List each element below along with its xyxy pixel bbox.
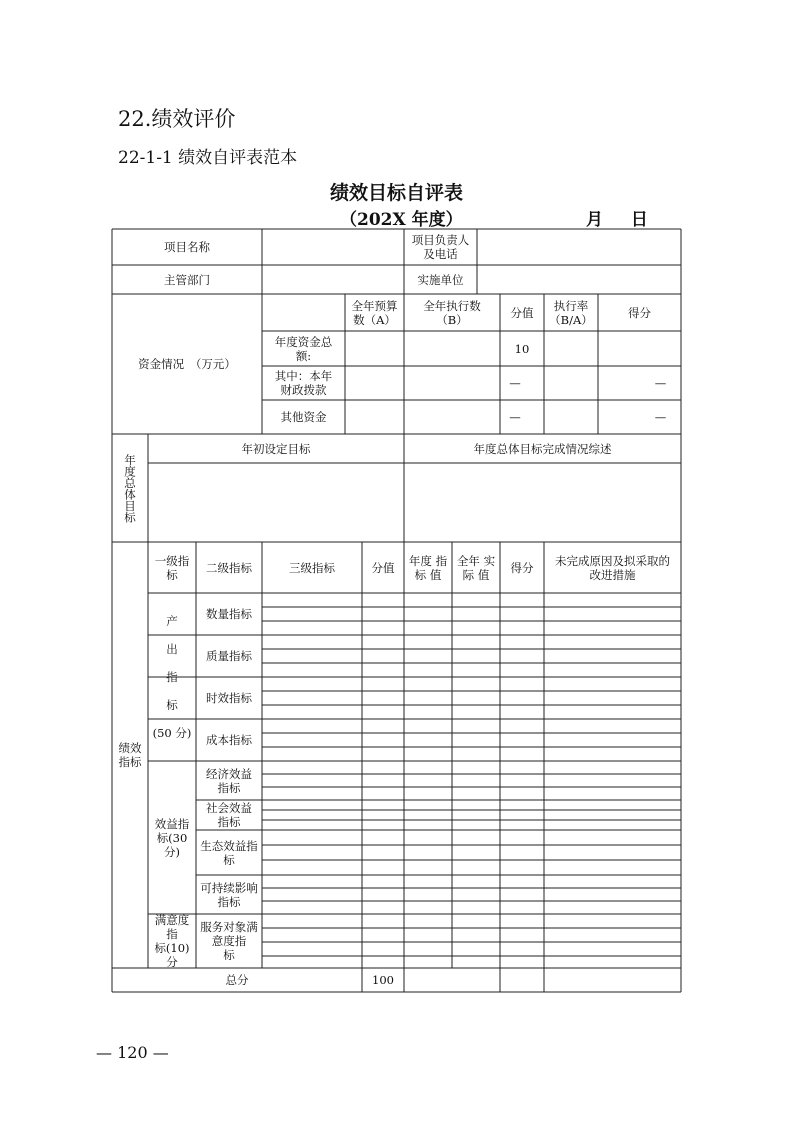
sustain-label: [196, 875, 262, 914]
funds-label: [112, 294, 262, 434]
quality-label: [196, 635, 262, 677]
econ-label: [196, 761, 262, 800]
h-lvl1-text: 一级指标: [154, 553, 190, 582]
col-score-value: [500, 294, 544, 331]
initial-goal-header-text: 年初设定目标: [241, 441, 311, 456]
form-year: （202X 年度）: [340, 210, 463, 230]
h-reason: [544, 542, 681, 593]
goal-summary-header: [404, 434, 681, 463]
dash-2: [640, 366, 681, 400]
satis-label-text: 满意度 指 标(10) 分: [154, 913, 190, 969]
total-label: [112, 968, 362, 992]
row-fiscal: [262, 366, 345, 400]
benefit-label: [148, 761, 196, 914]
authority-label-text: 主管部门: [164, 272, 210, 287]
funds-score-value: [500, 331, 544, 366]
total-label-text: 总分: [225, 973, 249, 987]
row-other: [262, 400, 345, 434]
col-budget: [345, 294, 404, 331]
h-actual: [452, 542, 500, 593]
h-lvl1: [148, 542, 196, 593]
econ-label-text: 经济效益 指标: [206, 766, 252, 795]
col-rate-text: 执行率 （B/A）: [549, 298, 593, 327]
form-date: 月 日: [586, 210, 648, 230]
service-label: [196, 914, 262, 968]
col-score: [598, 294, 681, 331]
h-lvl2-text: 二级指标: [206, 560, 252, 575]
impl-unit-label-text: 实施单位: [417, 272, 464, 287]
qty-label-text: 数量指标: [206, 607, 252, 621]
h-target-text: 年度 指 标 值: [408, 553, 448, 582]
service-label-text: 服务对象满 意度指 标: [200, 920, 258, 962]
annual-goal-label: [112, 434, 148, 542]
eco-label-text: 生态效益指 标: [200, 838, 258, 867]
funds-label-text: 资金情况 （万元）: [138, 357, 236, 371]
perf-label: [112, 542, 148, 968]
row-total-funds: [262, 331, 345, 366]
section-heading: 22.绩效评价: [118, 107, 236, 131]
col-budget-text: 全年预算 数（A）: [351, 298, 398, 327]
subsection-heading: 22-1-1 绩效自评表范本: [118, 148, 298, 168]
h-lvl3: [262, 542, 362, 593]
row-fiscal-text: 其中：本年 财政拨款: [274, 369, 333, 397]
dash-4-text: —: [654, 410, 667, 424]
project-lead-label-text: 项目负责人 及电话: [411, 233, 470, 261]
project-name-label-text: 项目名称: [164, 240, 210, 254]
dash-4: [640, 400, 681, 434]
total-value: [362, 968, 404, 992]
annual-goal-label-text: 年度总体目标: [123, 453, 137, 523]
col-score-value-text: 分值: [510, 305, 534, 320]
h-score: [500, 542, 544, 593]
h-actual-text: 全年 实 际 值: [456, 553, 496, 582]
h-value-text: 分值: [371, 560, 395, 575]
output-label: [148, 593, 196, 761]
form-title: 绩效目标自评表: [329, 182, 463, 204]
cost-label-text: 成本指标: [206, 733, 252, 747]
col-score-text: 得分: [628, 305, 651, 320]
dash-2-text: —: [654, 376, 667, 390]
col-rate: [544, 294, 598, 331]
satis-label: [148, 914, 196, 968]
h-target: [404, 542, 452, 593]
cost-label: [196, 719, 262, 761]
h-reason-text: 未完成原因及拟采取的 改进措施: [555, 553, 670, 582]
dash-3-text: —: [509, 410, 521, 424]
impl-unit-label: [404, 265, 477, 294]
h-score-text: 得分: [510, 560, 534, 575]
initial-goal-header: [148, 434, 404, 463]
h-value: [362, 542, 404, 593]
row-other-text: 其他资金: [280, 410, 327, 424]
authority-label: [112, 265, 262, 294]
col-exec: [404, 294, 500, 331]
funds-score-value-text: 10: [514, 341, 530, 356]
timely-label-text: 时效指标: [206, 691, 252, 705]
project-lead-label: [404, 229, 477, 265]
project-name-label: [112, 229, 262, 265]
dash-1-text: —: [509, 376, 521, 390]
perf-label-text: 绩效指标: [118, 741, 142, 769]
qty-label: [196, 593, 262, 635]
h-lvl2: [196, 542, 262, 593]
col-exec-text: 全年执行数 （B）: [423, 298, 481, 327]
timely-label: [196, 677, 262, 719]
page-number: — 120 —: [96, 1043, 169, 1062]
dash-3: [500, 400, 530, 434]
quality-label-text: 质量指标: [206, 649, 252, 663]
output-label-text: 产 出 指 标 (50 分): [152, 614, 192, 740]
sustain-label-text: 可持续影响 指标: [200, 880, 258, 909]
social-label: [196, 800, 262, 830]
dash-1: [500, 366, 530, 400]
row-total-funds-text: 年度资金总 额:: [274, 334, 333, 363]
h-lvl3-text: 三级指标: [289, 560, 335, 575]
social-label-text: 社会效益 指标: [206, 801, 252, 829]
eco-label: [196, 830, 262, 875]
total-value-text: 100: [372, 973, 394, 987]
benefit-label-text: 效益指 标(30 分): [154, 816, 190, 859]
goal-summary-header-text: 年度总体目标完成情况综述: [473, 441, 612, 456]
